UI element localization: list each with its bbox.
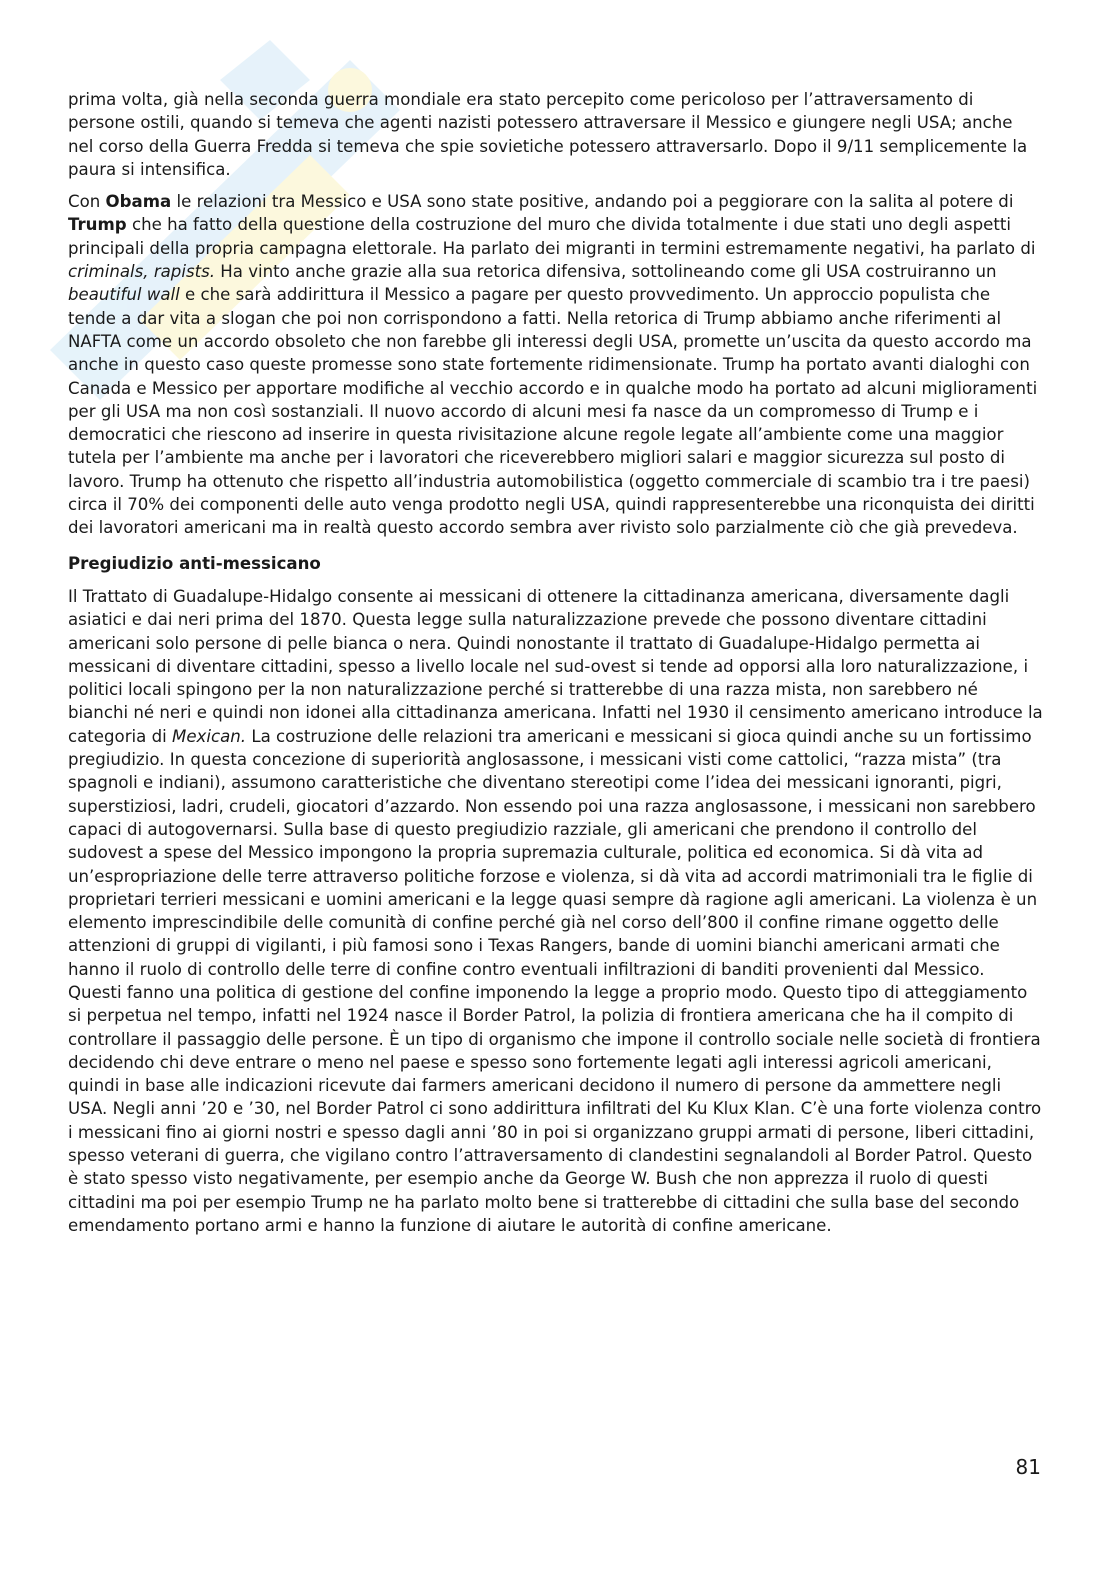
italic-mexican: Mexican.: [172, 726, 247, 746]
text-run: che ha fatto della questione della costruzione del muro che divida totalmente i due stati uno degli aspetti principali della propria campagna elettorale. Ha parlato dei migranti in termini estremamente negativi, ha parlato di: [68, 215, 1036, 258]
paragraph-intro: [68, 88, 1043, 181]
text-run: Il Trattato di Guadalupe-Hidalgo consente ai messicani di ottenere la cittadinanza americana, diversamente dagli asiatici e dai neri prima del 1870. Questa legge sulla naturalizzazione prevede che possono diventare cittadini americani solo persone di pelle bianca o nera. Quindi nonostante il trattato di Guadalupe-Hidalgo permetta ai messicani di diventare cittadini, spesso a livello locale nel sud-ovest si tende ad opporsi alla loro naturalizzazione, i politici locali spingono per la non naturalizzazione perché si tratterebbe di una razza mista, non sarebbero né bianchi né neri e quindi non idonei alla cittadinanza americana. Infatti nel 1930 il censimento americano introduce la categoria di: [68, 586, 1043, 746]
bold-trump: Trump: [68, 215, 127, 235]
text-run: e che sarà addirittura il Messico a pagare per questo provvedimento. Un approccio populista che tende a dar vita a slogan che poi non corrispondono a fatti. Nella retorica di Trump abbiamo anche riferimenti al NAFTA come un accordo obsoleto che non farebbe gli interessi degli USA, promette un’uscita da questo accordo ma anche in questo caso queste promesse sono state fortemente ridimensionate. Trump ha portato avanti dialoghi con Canada e Messico per apportare modifiche al vecchio accordo e in qualche modo ha portato ad alcuni miglioramenti per gli USA ma non così sostanziali. Il nuovo accordo di alcuni mesi fa nasce da un compromesso di Trump e i democratici che riescono ad inserire in questa rivisitazione alcune regole legate all’ambiente come una maggior tutela per l’ambiente ma anche per i lavoratori che riceverebbero migliori salari e maggior sicurezza sul posto di lavoro. Trump ha ottenuto che rispetto all’industria automobilistica (oggetto commerciale di scambio tra i tre paesi) circa il 70% dei componenti delle auto venga prodotto negli USA, quindi rappresenterebbe una riconquista dei diritti dei lavoratori americani ma in realtà questo accordo sembra aver rivisto solo parzialmente ciò che già prevedeva.: [68, 285, 1038, 538]
section-heading: Pregiudizio anti-messicano: [68, 553, 321, 573]
text-run: La costruzione delle relazioni tra americani e messicani si gioca quindi anche su un fortissimo pregiudizio. In questa concezione di superiorità anglosassone, i messicani visti come cattolici, “razza mista” (tra spagnoli e indiani), assumono caratteristiche che diventano stereotipi come l’idea dei messicani ignoranti, pigri, superstiziosi, ladri, crudeli, giocatori d’azzardo. Non essendo poi una razza anglosassone, i messicani non sarebbero capaci di autogovernarsi. Sulla base di questo pregiudizio razziale, gli americani che prendono il controllo del sudovest a spese del Messico impongono la propria supremazia culturale, politica ed economica. Si dà vita ad un’espropriazione delle terre attraverso politiche forzose e violenza, si dà vita ad accordi matrimoniali tra le figlie di proprietari terrieri messicani e uomini americani e la legge quasi sempre dà ragione agli americani. La violenza è un elemento imprescindibile delle comunità di confine perché già nel corso dell’800 il confine rimane oggetto delle attenzioni di gruppi di vigilanti, i più famosi sono i Texas Rangers, bande di uomini bianchi americani armati che hanno il ruolo di controllo delle terre di confine contro eventuali infiltrazioni di banditi provenienti dal Messico. Questi fanno una politica di gestione del confine imponendo la legge a proprio modo. Questo tipo di atteggiamento si perpetua nel tempo, infatti nel 1924 nasce il Border Patrol, la polizia di frontiera americana che ha il compito di controllare il passaggio delle persone. È un tipo di organismo che impone il controllo sociale nelle società di frontiera decidendo chi deve entrare o meno nel paese e spesso sono fortemente legati agli interessi agricoli americani, quindi in base alle indicazioni ricevute dai farmers americani decidono il numero di persone da ammettere negli USA. Negli anni ’20 e ’30, nel Border Patrol ci sono addirittura infiltrati del Ku Klux Klan. C’è una forte violenza contro i messicani fino ai giorni nostri e spesso dagli anni ’80 in poi si organizzano gruppi armati di persone, liberi cittadini, spesso veterani di guerra, che vigilano contro l’attraversamento di clandestini segnalandoli al Border Patrol. Questo è stato spesso visto negativamente, per esempio anche da George W. Bush che non apprezza il ruolo di questi cittadini ma poi per esempio Trump ne ha parlato molto bene si tratterebbe di cittadini che sulla base del secondo emendamento portano armi e hanno la funzione di aiutare le autorità di confine americane.: [68, 726, 1042, 1235]
bold-obama: Obama: [105, 192, 172, 212]
text-run: Ha vinto anche grazie alla sua retorica difensiva, sottolineando come gli USA costruiranno un: [215, 262, 997, 282]
text-run: Con: [68, 192, 106, 212]
paragraph-obama-trump: [68, 190, 1043, 539]
text-run: le relazioni tra Messico e USA sono state positive, andando poi a peggiorare con la salita al potere di: [171, 192, 1014, 212]
paragraph-intro-text: prima volta, già nella seconda guerra mondiale era stato percepito come pericoloso per l’attraversamento di persone ostili, quando si temeva che agenti nazisti potessero attraversare il Messico e giungere negli USA; anche nel corso della Guerra Fredda si temeva che spie sovietiche potessero attraversarlo. Dopo il 9/11 semplicemente la paura si intensifica.: [68, 90, 1028, 179]
italic-beautiful-wall: beautiful wall: [68, 285, 180, 305]
page-number: 81: [1015, 1455, 1041, 1479]
paragraph-prejudice: [68, 585, 1043, 1237]
italic-criminals: criminals, rapists.: [68, 262, 216, 282]
document-body: [68, 88, 1043, 1246]
